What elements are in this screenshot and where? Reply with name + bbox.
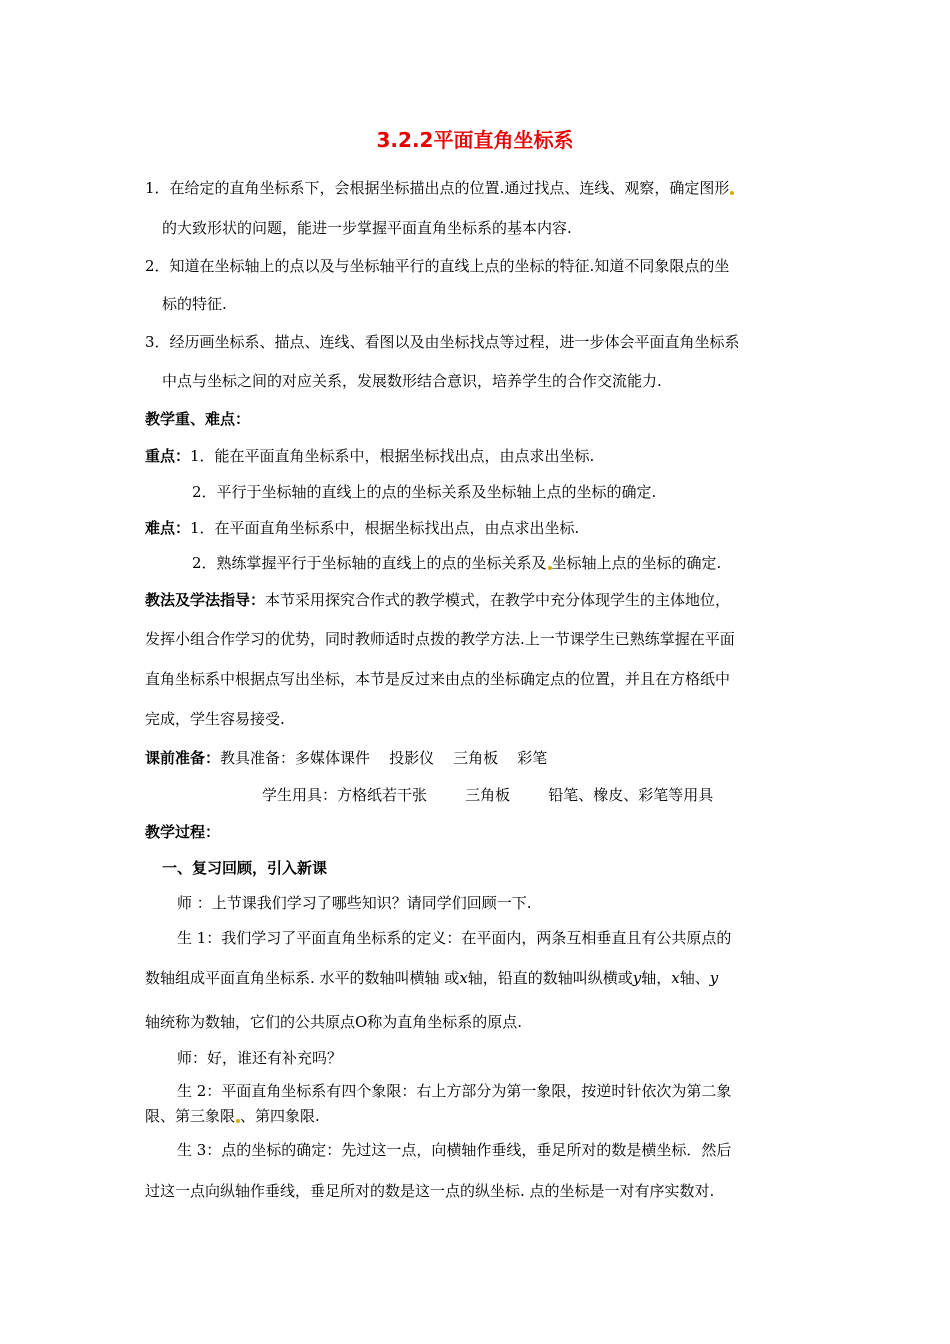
dialogue-student-1-line-1: 生 1：我们学习了平面直角坐标系的定义：在平面内，两条互相垂直且有公共原点的	[177, 929, 732, 947]
prep-label: 课前准备：	[145, 749, 221, 767]
objective-2-line-2: 标的特征.	[162, 295, 227, 313]
dialogue-teacher-1: 师 ：上节课我们学习了哪些知识？请同学们回顾一下.	[177, 894, 532, 912]
method-line-2: 发挥小组合作学习的优势，同时教师适时点拨的教学方法.上一节课学生已熟练掌握在平面	[145, 630, 735, 648]
objective-1-line-2: 的大致形状的问题，能进一步掌握平面直角坐标系的基本内容.	[162, 219, 572, 237]
dialogue-student-1-line-3: 轴统称为数轴，它们的公共原点O称为直角坐标系的原点.	[145, 1013, 523, 1031]
dialogue-student-1-line-2: 数轴组成平面直角坐标系. 水平的数轴叫横轴 或x轴，铅直的数轴叫纵横或y轴，x轴、y	[145, 969, 719, 987]
document-title: 3.2.2平面直角坐标系	[376, 128, 574, 152]
prep-student: 学生用具：方格纸若干张 三角板 铅笔、橡皮、彩笔等用具	[262, 786, 714, 804]
difficult-label: 难点：	[145, 519, 191, 537]
key-difficult-heading: 教学重、难点：	[145, 410, 251, 428]
dialogue-teacher-2: 师：好，谁还有补充吗？	[177, 1049, 343, 1067]
key-label: 重点：	[145, 447, 191, 465]
difficult-point-1: 难点：1．在平面直角坐标系中，根据坐标找出点，由点求出坐标.	[145, 519, 580, 537]
objective-2-line-1: 2．知道在坐标轴上的点以及与坐标轴平行的直线上点的坐标的特征.知道不同象限点的坐	[145, 257, 730, 275]
method-line-4: 完成，学生容易接受.	[145, 710, 285, 728]
process-heading: 教学过程：	[145, 823, 221, 841]
prep-teacher: 课前准备：教具准备：多媒体课件 投影仪 三角板 彩笔	[145, 749, 548, 767]
method-label: 教法及学法指导：	[145, 591, 266, 609]
key-point-2: 2．平行于坐标轴的直线上的点的坐标关系及坐标轴上点的坐标的确定.	[192, 483, 657, 501]
objective-1-line-1: 1．在给定的直角坐标系下，会根据坐标描出点的位置.通过找点、连线、观察，确定图形	[145, 178, 734, 198]
objective-3-line-1: 3．经历画坐标系、描点、连线、看图以及由坐标找点等过程，进一步体会平面直角坐标系	[145, 333, 740, 351]
section-1-heading: 一、复习回顾，引入新课	[162, 859, 328, 877]
highlight-mark	[730, 191, 734, 195]
method-line-1: 教法及学法指导：本节采用探究合作式的教学模式，在教学中充分体现学生的主体地位，	[145, 591, 731, 609]
difficult-point-2: 2．熟练掌握平行于坐标轴的直线上的点的坐标关系及 坐标轴上点的坐标的确定.	[192, 554, 722, 572]
key-point-1: 重点：1．能在平面直角坐标系中，根据坐标找出点，由点求出坐标.	[145, 447, 595, 465]
dialogue-student-3-line-2: 过这一点向纵轴作垂线，垂足所对的数是这一点的纵坐标. 点的坐标是一对有序实数对.	[145, 1182, 715, 1200]
objective-3-line-2: 中点与坐标之间的对应关系，发展数形结合意识，培养学生的合作交流能力.	[162, 372, 662, 390]
dialogue-student-2-line-2: 限、第三象限 、第四象限.	[145, 1107, 320, 1125]
method-line-3: 直角坐标系中根据点写出坐标，本节是反过来由点的坐标确定点的位置，并且在方格纸中	[145, 670, 731, 688]
dialogue-student-3-line-1: 生 3：点的坐标的确定：先过这一点，向横轴作垂线，垂足所对的数是横坐标．然后	[177, 1141, 732, 1159]
dialogue-student-2-line-1: 生 2：平面直角坐标系有四个象限：右上方部分为第一象限，按逆时针依次为第二象	[177, 1082, 732, 1100]
